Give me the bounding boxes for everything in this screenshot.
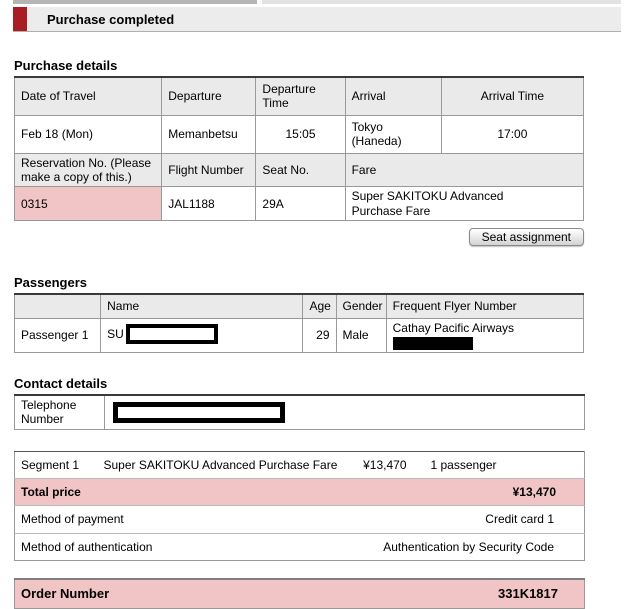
segment-row	[15, 451, 585, 478]
purchase-details-section	[14, 58, 584, 246]
reservation-number: 0315	[15, 187, 162, 221]
arrival-time: 17:00	[441, 115, 583, 153]
payment-method-value: Credit card 1	[338, 506, 585, 533]
segment-amount: ¥13,470	[363, 457, 407, 472]
col-flight-number: Flight Number	[162, 153, 256, 187]
purchase-details-table	[14, 76, 584, 221]
redaction-box-ffp-number	[393, 337, 473, 350]
segment-fare: Super SAKITOKU Advanced Purchase Fare	[103, 457, 338, 472]
order-number-label: Order Number	[15, 579, 300, 608]
date-of-travel: Feb 18 (Mon)	[15, 115, 162, 153]
arrival-city: Tokyo (Haneda)	[345, 115, 441, 153]
contact-details-table	[14, 394, 585, 430]
contact-details-heading: Contact details	[14, 375, 108, 391]
red-accent-block	[13, 7, 27, 31]
col-departure-time: Departure Time	[256, 77, 345, 115]
passengers-header-row	[15, 294, 584, 318]
departure-city: Memanbetsu	[162, 115, 256, 153]
total-price-value: ¥13,470	[338, 479, 585, 506]
order-number-value: 331K1817	[300, 579, 585, 608]
fare-name: Super SAKITOKU Advanced Purchase Fare	[345, 187, 583, 221]
telephone-label: Telephone Number	[15, 395, 105, 429]
telephone-value	[105, 395, 585, 429]
passenger-gender: Male	[336, 318, 386, 352]
flight-header-row	[15, 77, 584, 115]
tab-strip-segment	[262, 0, 621, 4]
passenger-age: 29	[303, 318, 336, 352]
redaction-box-telephone	[113, 402, 285, 423]
col-departure: Departure	[162, 77, 256, 115]
ffp-airline: Cathay Pacific Airways	[392, 320, 514, 335]
seat-number: 29A	[256, 187, 345, 221]
payment-summary-table	[14, 451, 585, 562]
tab-strip-segment	[13, 0, 257, 4]
col-gender: Gender	[336, 294, 386, 318]
auth-method-row	[15, 533, 585, 560]
passenger-name-visible: SU	[107, 327, 124, 342]
purchase-details-heading: Purchase details	[14, 58, 118, 73]
col-frequent-flyer: Frequent Flyer Number	[386, 294, 583, 318]
passengers-table	[14, 293, 584, 353]
order-number-table	[14, 578, 585, 609]
passenger-ffp	[386, 318, 583, 352]
col-fare: Fare	[345, 153, 583, 187]
payment-method-row	[15, 506, 585, 533]
departure-time: 15:05	[256, 115, 345, 153]
contact-details-section	[14, 376, 584, 430]
telephone-row	[15, 395, 585, 429]
passengers-heading: Passengers	[14, 275, 87, 291]
total-price-label: Total price	[15, 479, 338, 506]
total-price-row	[15, 479, 585, 506]
top-tab-strip	[0, 0, 627, 4]
booking-data-row	[15, 187, 584, 221]
col-seat-no: Seat No.	[256, 153, 345, 187]
segment-label: Segment 1	[21, 457, 80, 472]
col-reservation-no: Reservation No. (Please make a copy of this.)	[15, 153, 162, 187]
segment-passengers: 1 passenger	[430, 457, 497, 472]
col-blank	[15, 294, 101, 318]
order-number-row	[15, 579, 585, 608]
col-age: Age	[303, 294, 336, 318]
auth-method-value: Authentication by Security Code	[338, 533, 585, 560]
seat-assignment-button[interactable]: Seat assignment	[469, 228, 584, 246]
payment-method-label: Method of payment	[15, 506, 338, 533]
flight-data-row	[15, 115, 584, 153]
col-arrival: Arrival	[345, 77, 441, 115]
col-name: Name	[101, 294, 303, 318]
passenger-row	[15, 318, 584, 352]
passenger-name	[101, 318, 303, 352]
page-title: Purchase completed	[47, 11, 175, 27]
booking-header-row	[15, 153, 584, 187]
flight-number: JAL1188	[162, 187, 256, 221]
passenger-label: Passenger 1	[15, 318, 101, 352]
col-arrival-time: Arrival Time	[441, 77, 583, 115]
col-date-of-travel: Date of Travel	[15, 77, 162, 115]
passengers-section	[14, 275, 584, 353]
auth-method-label: Method of authentication	[15, 533, 338, 560]
page-title-bar	[13, 7, 621, 32]
redaction-box-name	[126, 324, 218, 344]
seat-assignment-button-row	[14, 228, 584, 246]
